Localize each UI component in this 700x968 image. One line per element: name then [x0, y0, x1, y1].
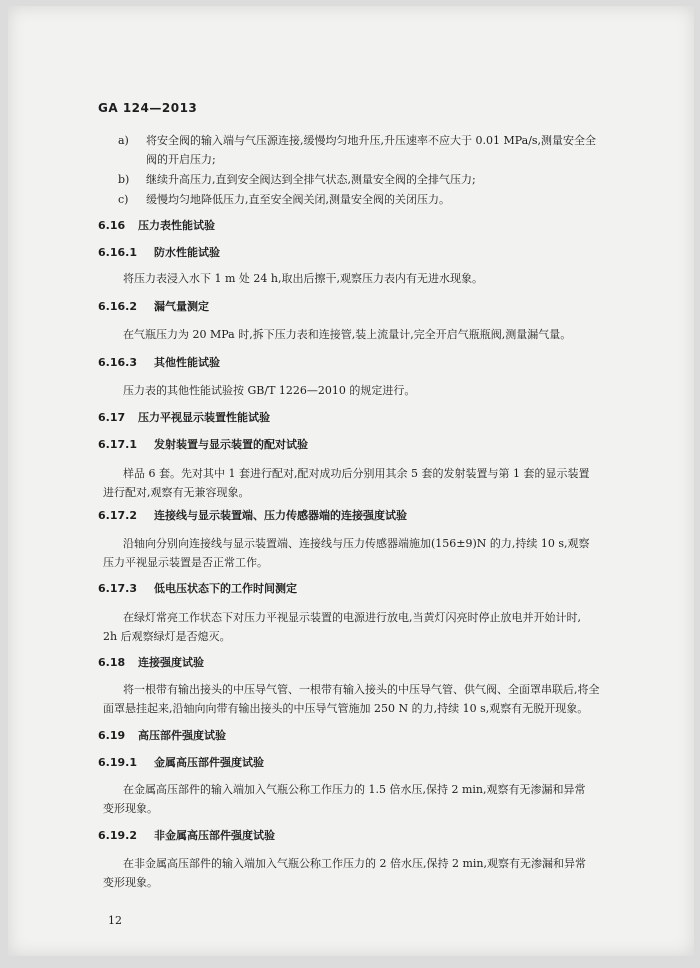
paragraph-continued: 面罩悬挂起来,沿轴向向带有输出接头的中压导气管施加 250 N 的力,持续 10 s,观察有无脱开现象。: [103, 702, 589, 715]
section-title: 防水性能试验: [154, 246, 220, 259]
section-title: 非金属高压部件强度试验: [154, 829, 275, 842]
section-number: 6.16: [98, 219, 126, 232]
section-heading: [98, 411, 270, 425]
section-title: 压力平视显示装置性能试验: [138, 411, 270, 424]
section-title: 金属高压部件强度试验: [154, 756, 264, 769]
paragraph-continued: 2h 后观察绿灯是否熄灭。: [103, 630, 231, 643]
paragraph-continued: 变形现象。: [103, 876, 158, 889]
paragraph: 将压力表浸入水下 1 m 处 24 h,取出后擦干,观察压力表内有无进水现象。: [123, 272, 483, 285]
document-page: [8, 6, 694, 956]
list-text: 缓慢均匀地降低压力,直至安全阀关闭,测量安全阀的关闭压力。: [146, 193, 450, 206]
subsection-heading: [98, 246, 220, 260]
paragraph: 在气瓶压力为 20 MPa 时,拆下压力表和连接管,装上流量计,完全开启气瓶瓶阀,测量漏气量。: [123, 328, 572, 341]
paragraph: 在非金属高压部件的输入端加入气瓶公称工作压力的 2 倍水压,保持 2 min,观察有无渗漏和异常: [123, 857, 587, 870]
section-title: 漏气量测定: [154, 300, 209, 313]
section-number: 6.16.3: [98, 356, 137, 369]
paragraph: 在绿灯常亮工作状态下对压力平视显示装置的电源进行放电,当黄灯闪亮时停止放电并开始计时,: [123, 611, 581, 624]
section-number: 6.18: [98, 656, 126, 669]
paragraph-continued: 进行配对,观察有无兼容现象。: [103, 486, 250, 499]
paragraph-continued: 变形现象。: [103, 802, 158, 815]
list-item-a: [118, 134, 596, 148]
section-title: 连接线与显示装置端、压力传感器端的连接强度试验: [154, 509, 407, 522]
section-number: 6.17.3: [98, 582, 137, 595]
page-number: 12: [108, 914, 122, 927]
list-label: c): [118, 193, 129, 206]
subsection-heading: [98, 356, 220, 370]
subsection-heading: [98, 829, 275, 843]
section-title: 压力表性能试验: [138, 219, 215, 232]
paragraph: 压力表的其他性能试验按 GB/T 1226—2010 的规定进行。: [123, 384, 416, 397]
section-title: 其他性能试验: [154, 356, 220, 369]
section-title: 低电压状态下的工作时间测定: [154, 582, 297, 595]
list-item-b: [118, 173, 476, 187]
paragraph: 将一根带有输出接头的中压导气管、一根带有输入接头的中压导气管、供气阀、全面罩串联后,将全: [123, 683, 600, 696]
subsection-heading: [98, 438, 308, 452]
section-heading: [98, 219, 215, 233]
section-title: 发射装置与显示装置的配对试验: [154, 438, 308, 451]
list-item-c: [118, 193, 450, 207]
section-number: 6.19: [98, 729, 126, 742]
list-text: 继续升高压力,直到安全阀达到全排气状态,测量安全阀的全排气压力;: [146, 173, 476, 186]
section-title: 连接强度试验: [138, 656, 204, 669]
paragraph-continued: 压力平视显示装置是否正常工作。: [103, 556, 268, 569]
section-number: 6.19.1: [98, 756, 137, 769]
paragraph: 在金属高压部件的输入端加入气瓶公称工作压力的 1.5 倍水压,保持 2 min,观察有无渗漏和异常: [123, 783, 586, 796]
section-number: 6.17.2: [98, 509, 137, 522]
list-text-continued: 阀的开启压力;: [146, 153, 216, 166]
paragraph: 沿轴向分别向连接线与显示装置端、连接线与压力传感器端施加(156±9)N 的力,持续 10 s,观察: [123, 537, 590, 550]
section-number: 6.17.1: [98, 438, 137, 451]
list-label: a): [118, 134, 129, 147]
section-number: 6.16.2: [98, 300, 137, 313]
section-heading: [98, 729, 226, 743]
paragraph: 样品 6 套。先对其中 1 套进行配对,配对成功后分别用其余 5 套的发射装置与第 1 套的显示装置: [123, 467, 590, 480]
subsection-heading: [98, 582, 297, 596]
subsection-heading: [98, 509, 407, 523]
section-heading: [98, 656, 204, 670]
section-title: 高压部件强度试验: [138, 729, 226, 742]
section-number: 6.19.2: [98, 829, 137, 842]
list-text: 将安全阀的输入端与气压源连接,缓慢均匀地升压,升压速率不应大于 0.01 MPa/s,测量安全全: [146, 134, 597, 147]
list-label: b): [118, 173, 130, 186]
section-number: 6.17: [98, 411, 126, 424]
section-number: 6.16.1: [98, 246, 137, 259]
standard-header: GA 124—2013: [98, 101, 198, 115]
subsection-heading: [98, 756, 264, 770]
subsection-heading: [98, 300, 209, 314]
